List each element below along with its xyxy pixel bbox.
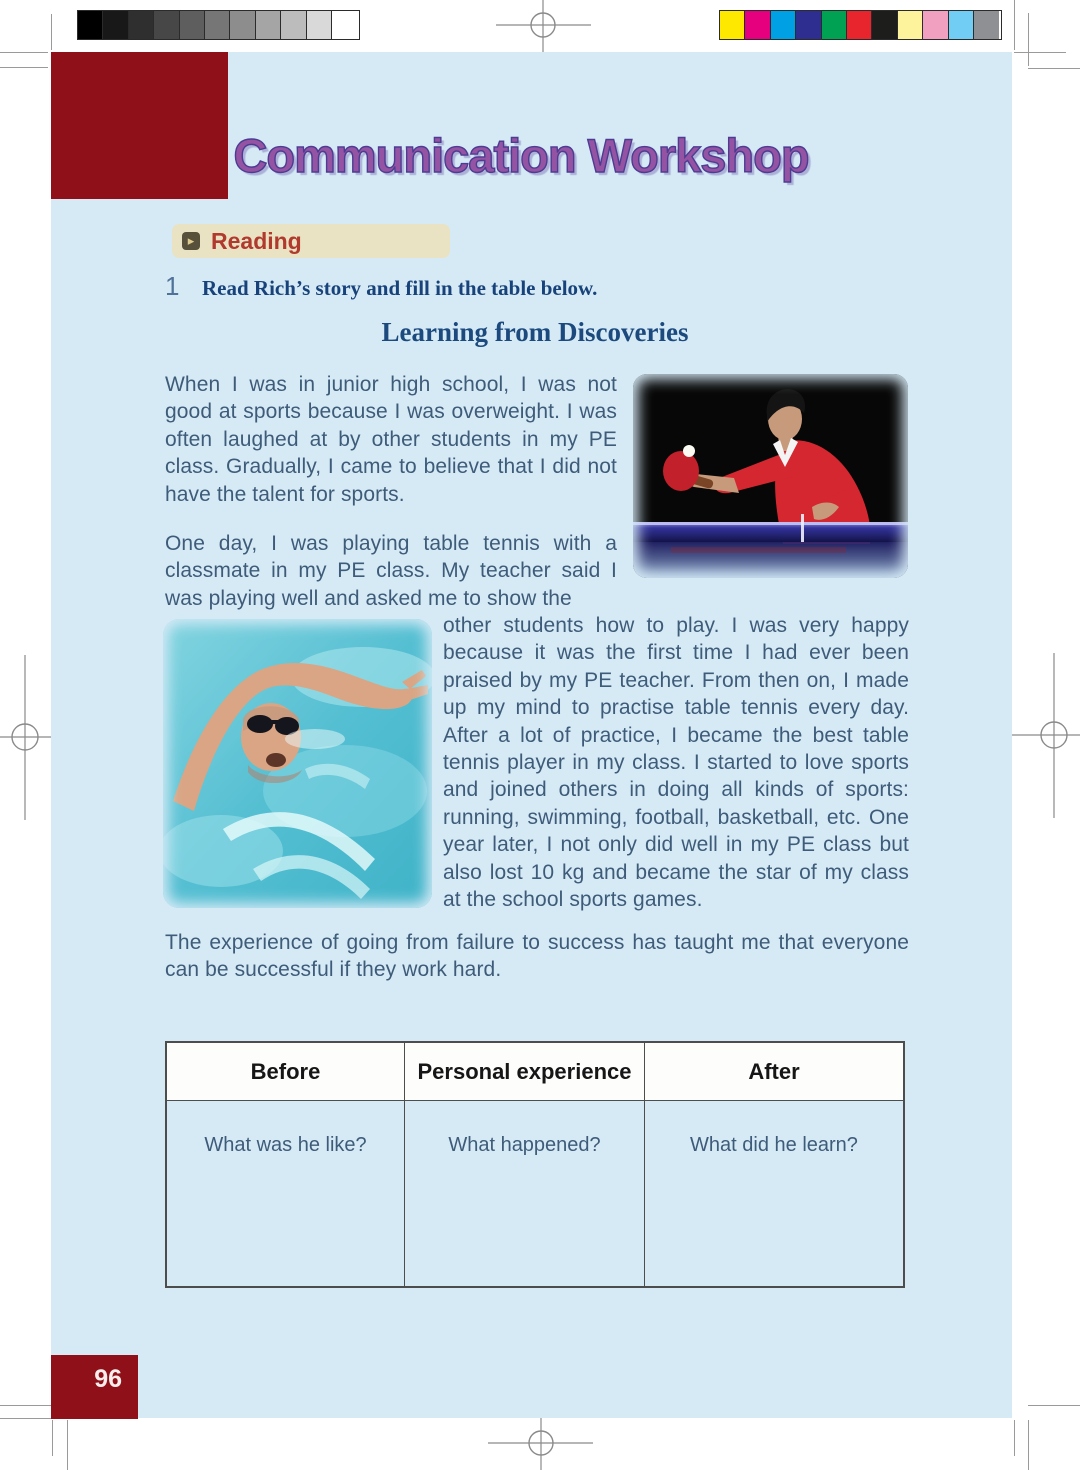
activity-instruction: Read Rich’s story and fill in the table below. <box>202 276 598 300</box>
play-icon: ▸ <box>182 232 200 250</box>
page-number-badge <box>51 1355 138 1419</box>
table-cell-what-did-he-learn: What did he learn? <box>690 1134 858 1156</box>
crop-mark <box>1014 0 1015 50</box>
color-swatch <box>822 11 847 39</box>
crop-mark <box>1028 1420 1029 1470</box>
color-swatch <box>230 11 255 39</box>
section-header-reading <box>172 224 450 258</box>
color-swatch <box>771 11 796 39</box>
crop-mark <box>0 52 48 53</box>
story-paragraph-2-right: other students how to play. I was very happy because it was the first time I had ever been praised by my PE teacher. From then on, I made up my mind to practise table tennis every day. After a lot of practice, I became the best table tennis player in my class. I started to love sports and joined others in doing all kinds of sports: running, swimming, football, basketball, etc. One year later, I not only did well in my PE class but also lost 10 kg and became the star of my class at the school sports games. <box>443 614 909 912</box>
corner-accent-block <box>51 52 228 199</box>
swimmer-photo <box>163 619 432 908</box>
color-swatch <box>872 11 897 39</box>
crop-mark <box>67 1420 68 1470</box>
activity-number: 1 <box>165 271 180 301</box>
table-tennis-illustration <box>633 374 908 578</box>
crop-mark <box>0 1418 52 1419</box>
table-body-row <box>167 1101 903 1286</box>
table-cell-what-happened: What happened? <box>405 1101 645 1286</box>
color-swatch <box>974 11 999 39</box>
color-swatch <box>281 11 306 39</box>
crop-mark <box>0 1405 52 1406</box>
crop-mark <box>1014 1420 1015 1456</box>
registration-mark-top <box>496 0 591 56</box>
table-tennis-photo <box>633 374 908 578</box>
color-swatch <box>103 11 128 39</box>
swimmer-illustration <box>163 619 432 908</box>
table-header-before: Before <box>167 1043 405 1100</box>
fill-in-table <box>165 1041 905 1288</box>
registration-mark-bottom <box>488 1418 593 1470</box>
color-swatch <box>796 11 821 39</box>
page-number: 96 <box>94 1365 122 1393</box>
activity-instruction-line <box>165 271 865 302</box>
story-paragraph-3: The experience of going from failure to success has taught me that everyone can be successful if they work hard. <box>165 931 909 982</box>
color-swatch <box>154 11 179 39</box>
registration-mark-right <box>1012 653 1080 818</box>
grayscale-calibration-bar <box>77 10 360 40</box>
crop-mark <box>52 1420 53 1456</box>
color-swatch <box>898 11 923 39</box>
color-swatch <box>949 11 974 39</box>
color-swatch <box>205 11 230 39</box>
color-swatch <box>847 11 872 39</box>
table-header-after: After <box>748 1058 800 1084</box>
color-swatch <box>307 11 332 39</box>
color-swatch <box>923 11 948 39</box>
story-title: Learning from Discoveries <box>381 317 689 347</box>
story-paragraph-1: When I was in junior high school, I was not good at sports because I was overweight. I was often laughed at by other students in my PE class. Gradually, I came to believe that I did not have the talent for sports. <box>165 373 617 506</box>
section-label: Reading <box>211 227 302 254</box>
page-background <box>51 52 1012 1418</box>
crop-mark <box>51 14 52 50</box>
page-title: Communication Workshop <box>233 129 809 182</box>
color-swatch <box>256 11 281 39</box>
crop-mark <box>1028 68 1080 69</box>
color-swatch <box>129 11 154 39</box>
registration-mark-left <box>0 655 52 820</box>
crop-mark <box>1028 1405 1080 1406</box>
crop-mark <box>0 67 48 68</box>
color-swatch <box>78 11 103 39</box>
table-cell-what-was-he-like: What was he like? <box>167 1101 405 1286</box>
crop-mark <box>1014 52 1066 53</box>
color-swatch <box>332 11 357 39</box>
color-swatch <box>745 11 770 39</box>
crop-mark <box>1028 13 1029 66</box>
table-header-row <box>167 1043 903 1101</box>
color-calibration-bar <box>719 10 1002 40</box>
color-swatch <box>180 11 205 39</box>
table-header-personal-experience: Personal experience <box>405 1043 645 1100</box>
color-swatch <box>720 11 745 39</box>
story-paragraph-2-left: One day, I was playing table tennis with a classmate in my PE class. My teacher said I was playing well and asked me to show the <box>165 532 617 610</box>
